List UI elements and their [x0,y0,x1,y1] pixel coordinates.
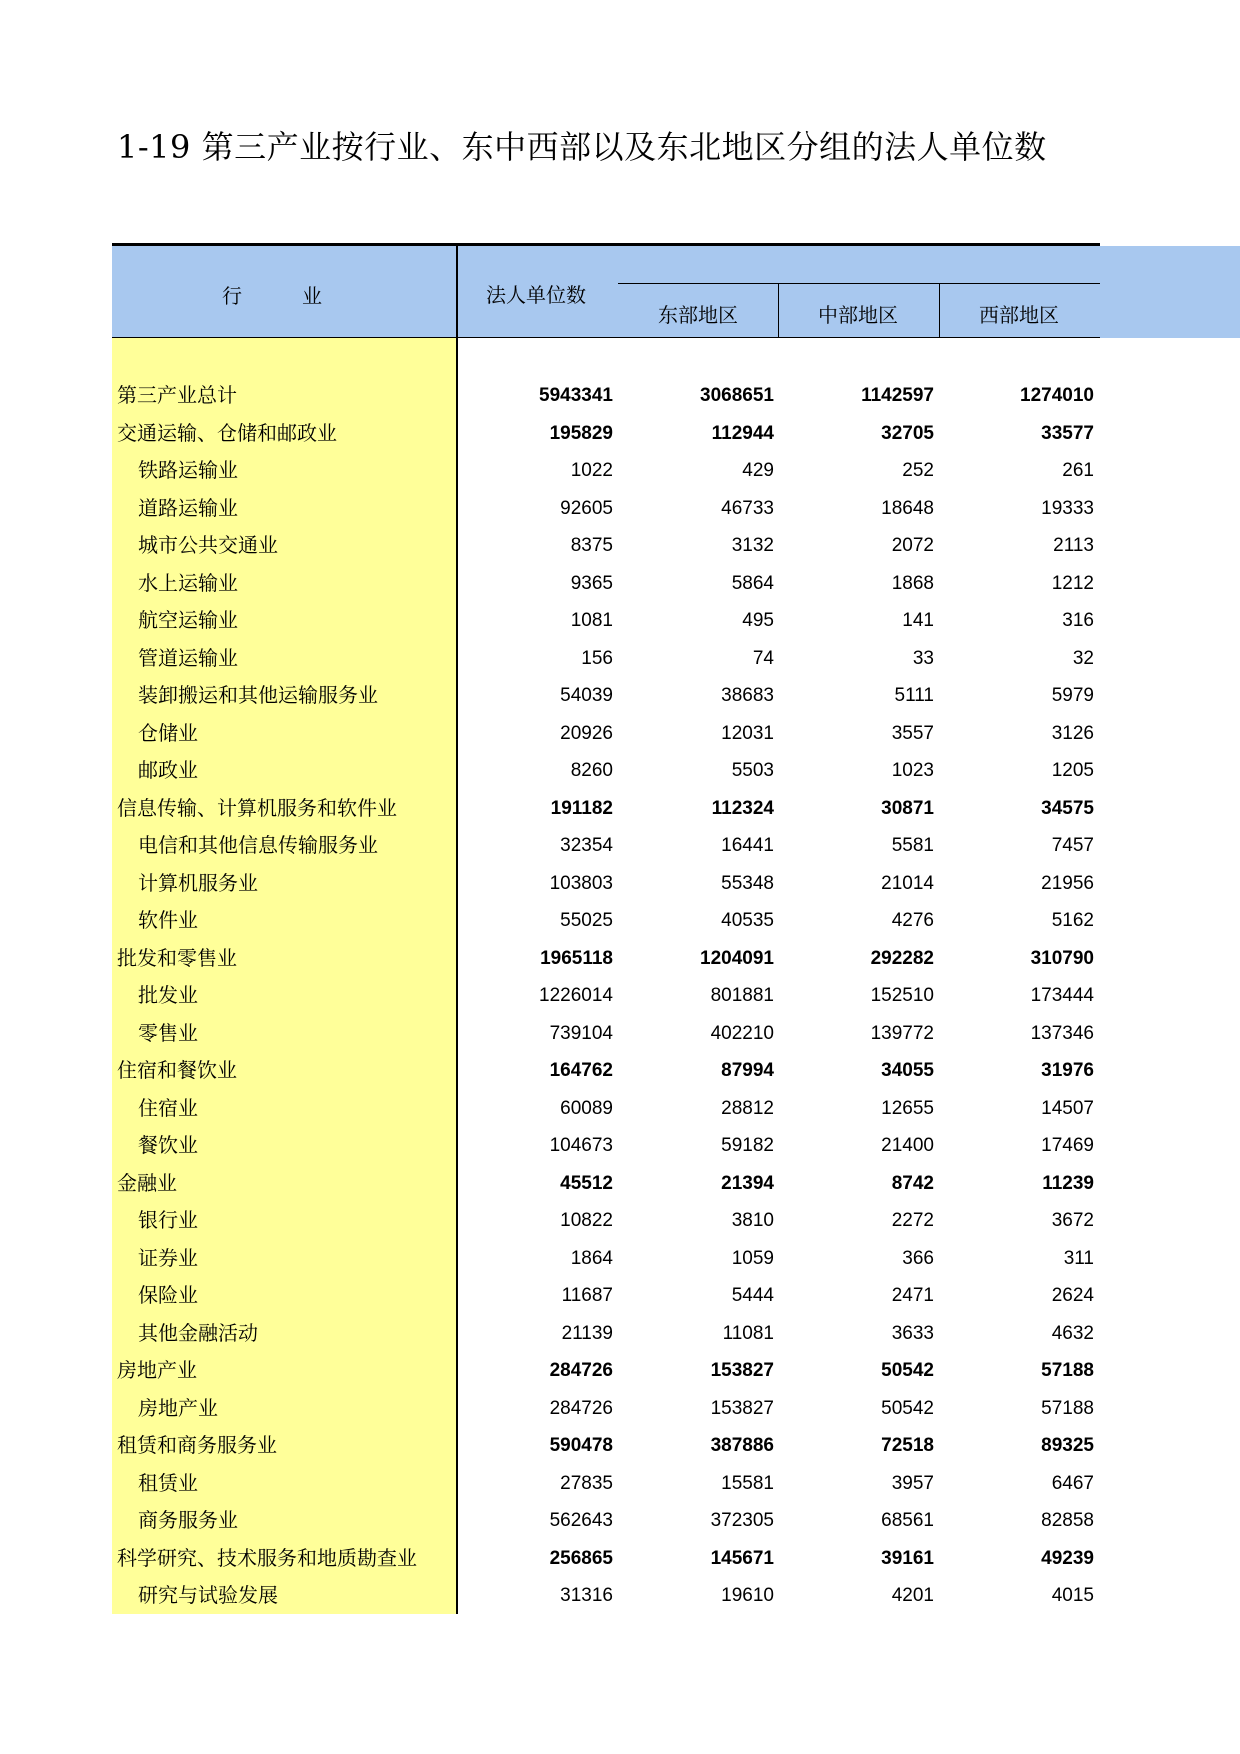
west-value: 17469 [1041,1135,1094,1156]
row-label: 银行业 [138,1208,198,1232]
row-label: 交通运输、仓储和邮政业 [117,420,337,445]
east-value: 16441 [721,835,774,856]
central-value: 21400 [881,1135,934,1156]
east-value: 3068651 [700,385,774,406]
row-label: 其他金融活动 [138,1320,258,1345]
central-value: 252 [902,460,934,481]
row-label: 电信和其他信息传输服务业 [138,833,378,857]
table-row [112,1315,1100,1353]
central-value: 18648 [881,497,934,519]
table-row-category [112,1352,1100,1390]
total-value: 9365 [570,572,613,594]
total-value: 1965118 [540,947,613,969]
region-subheader-rule [618,283,1100,284]
row-label: 房地产业 [138,1395,218,1420]
east-value: 74 [752,647,774,669]
table-row-category [112,940,1100,978]
row-label: 道路运输业 [138,495,238,520]
west-value: 34575 [1041,797,1094,819]
table-row [112,752,1100,790]
table-row-category [112,377,1100,415]
row-label: 商务服务业 [138,1508,238,1532]
west-value: 7457 [1051,835,1094,856]
row-label: 第三产业总计 [117,383,237,407]
west-value: 6467 [1051,1472,1094,1494]
west-value: 19333 [1041,497,1094,519]
east-value: 495 [742,610,774,631]
row-label: 租赁业 [138,1470,198,1495]
total-value: 31316 [560,1585,613,1606]
table-row [112,902,1100,940]
header-divider-east-central [778,283,779,338]
row-label: 软件业 [138,908,198,932]
table-row [112,1277,1100,1315]
west-value: 33577 [1041,422,1094,444]
total-value: 191182 [550,797,613,819]
east-value: 372305 [710,1510,774,1531]
table-row [112,865,1100,903]
total-value: 8375 [570,535,613,556]
west-value: 310790 [1030,947,1094,969]
total-value: 8260 [570,760,613,781]
total-value: 55025 [560,910,613,931]
table-top-rule [112,243,1100,246]
table-row [112,1502,1100,1540]
row-label: 批发业 [138,983,198,1007]
central-value: 2471 [891,1285,934,1306]
row-label: 计算机服务业 [138,870,258,895]
east-value: 87994 [721,1060,774,1081]
central-value: 1868 [891,572,934,594]
east-value: 387886 [710,1435,774,1456]
east-value: 55348 [721,872,774,894]
west-value: 173444 [1030,985,1094,1006]
row-label: 信息传输、计算机服务和软件业 [117,795,397,820]
east-value: 112324 [711,797,774,819]
central-value: 72518 [881,1435,934,1456]
east-value: 112944 [711,422,774,444]
total-value: 1226014 [539,985,613,1006]
west-value: 316 [1062,610,1094,631]
row-label: 住宿业 [138,1095,198,1120]
total-value: 21139 [561,1322,613,1344]
east-value: 1059 [731,1247,774,1269]
row-label: 仓储业 [138,720,198,745]
central-value: 4276 [891,910,934,931]
west-value: 3672 [1051,1210,1094,1231]
central-value: 3557 [891,722,934,744]
total-value: 27835 [560,1472,613,1494]
central-value: 33 [912,647,934,669]
east-value: 153827 [710,1360,774,1381]
central-value: 292282 [870,947,934,969]
total-value: 256865 [549,1547,613,1569]
header-divider-central-west [939,283,940,338]
table-row [112,715,1100,753]
east-value: 59182 [721,1135,774,1156]
central-value: 32705 [881,422,934,444]
header-industry: 行 业 [222,284,322,308]
central-value: 12655 [881,1097,934,1119]
east-value: 19610 [721,1585,774,1606]
east-value: 28812 [721,1097,774,1119]
east-value: 5503 [731,760,774,781]
table-row-category [112,1427,1100,1465]
table-row-category [112,1052,1100,1090]
central-value: 5581 [891,835,934,856]
table-row-category [112,790,1100,828]
central-value: 5111 [894,685,934,706]
header-west: 西部地区 [979,303,1059,327]
east-value: 3810 [731,1210,774,1231]
total-value: 5943341 [539,385,613,406]
row-label: 金融业 [117,1170,177,1195]
total-value: 92605 [560,497,613,519]
west-value: 57188 [1041,1397,1094,1419]
east-value: 5444 [731,1285,774,1306]
page-title: 1-19 第三产业按行业、东中西部以及东北地区分组的法人单位数 [117,128,1047,166]
east-value: 801881 [710,985,774,1006]
row-label: 装卸搬运和其他运输服务业 [138,683,378,707]
row-label: 铁路运输业 [138,458,238,482]
total-value: 103803 [549,872,613,894]
total-value: 739104 [549,1022,613,1044]
west-value: 311 [1063,1247,1094,1269]
total-value: 284726 [549,1360,613,1381]
total-value: 45512 [560,1172,613,1194]
row-label: 租赁和商务服务业 [117,1433,277,1457]
central-value: 39161 [881,1547,934,1569]
central-value: 21014 [881,872,934,894]
table-row [112,490,1100,528]
total-value: 195829 [549,422,613,444]
east-value: 38683 [721,685,774,706]
total-value: 562643 [549,1510,613,1531]
west-value: 5979 [1051,685,1094,706]
total-value: 54039 [560,685,613,706]
table-row [112,602,1100,640]
west-value: 1205 [1051,760,1094,781]
central-value: 3957 [891,1472,934,1494]
table-row [112,1465,1100,1503]
row-label: 邮政业 [138,758,198,782]
east-value: 145671 [710,1547,774,1569]
central-value: 152510 [870,985,934,1006]
west-value: 89325 [1041,1435,1094,1456]
central-value: 50542 [881,1360,934,1381]
table-row-category [112,1165,1100,1203]
east-value: 21394 [721,1172,774,1194]
central-value: 1142597 [861,385,934,406]
east-value: 1204091 [700,947,774,969]
data-table-body [112,377,1100,1615]
west-value: 21956 [1041,872,1094,894]
central-value: 8742 [891,1172,934,1194]
west-value: 261 [1062,460,1094,481]
table-row-category [112,415,1100,453]
total-value: 284726 [549,1397,613,1419]
west-value: 3126 [1051,722,1094,744]
table-row [112,1577,1100,1615]
central-value: 2272 [891,1210,934,1231]
table-row [112,1015,1100,1053]
total-value: 1081 [570,610,613,631]
row-label: 航空运输业 [138,608,238,632]
west-value: 11239 [1042,1172,1094,1194]
east-value: 46733 [721,497,774,519]
table-row [112,677,1100,715]
total-value: 1864 [570,1247,613,1269]
total-value: 32354 [560,835,613,856]
row-label: 批发和零售业 [117,945,237,970]
east-value: 12031 [721,722,774,744]
total-value: 10822 [560,1210,613,1231]
east-value: 40535 [721,910,774,931]
central-value: 141 [902,610,934,631]
table-row-category [112,1540,1100,1578]
total-value: 104673 [549,1135,613,1156]
east-value: 153827 [710,1397,774,1419]
west-value: 14507 [1041,1097,1094,1119]
east-value: 5864 [731,572,774,594]
central-value: 3633 [891,1322,934,1344]
row-label: 水上运输业 [138,570,238,595]
header-central: 中部地区 [818,303,898,327]
west-value: 5162 [1051,910,1094,931]
west-value: 49239 [1041,1547,1094,1569]
total-value: 11687 [561,1285,613,1306]
table-row [112,1390,1100,1428]
row-label: 研究与试验发展 [138,1583,278,1607]
west-value: 82858 [1041,1510,1094,1531]
central-value: 68561 [881,1510,934,1531]
table-row [112,827,1100,865]
central-value: 1023 [891,760,934,781]
row-label: 证券业 [138,1245,198,1270]
row-label: 城市公共交通业 [138,533,278,557]
row-label: 房地产业 [117,1358,197,1382]
table-row [112,565,1100,603]
central-value: 50542 [881,1397,934,1419]
total-value: 60089 [560,1097,613,1119]
total-value: 1022 [570,460,613,481]
east-value: 429 [742,460,774,481]
row-label: 科学研究、技术服务和地质勘查业 [117,1545,417,1570]
row-label: 保险业 [138,1283,198,1307]
header-total: 法人单位数 [486,283,586,307]
table-row [112,1240,1100,1278]
row-label: 住宿和餐饮业 [117,1058,237,1082]
central-value: 34055 [881,1060,934,1081]
row-label: 餐饮业 [138,1133,198,1157]
central-value: 30871 [881,797,934,819]
table-row [112,1090,1100,1128]
table-row [112,1202,1100,1240]
row-label: 零售业 [138,1020,198,1045]
west-value: 137346 [1030,1022,1094,1044]
central-value: 2072 [891,535,934,556]
west-value: 1274010 [1020,385,1094,406]
table-row [112,527,1100,565]
table-row [112,1127,1100,1165]
header-east: 东部地区 [658,303,738,327]
west-value: 4632 [1051,1322,1094,1344]
table-row [112,640,1100,678]
central-value: 4201 [891,1585,934,1606]
central-value: 139772 [870,1022,934,1044]
west-value: 4015 [1051,1585,1094,1606]
total-value: 164762 [549,1060,613,1081]
total-value: 156 [581,647,613,669]
east-value: 402210 [710,1022,774,1044]
west-value: 1212 [1051,572,1094,594]
table-row [112,452,1100,490]
central-value: 366 [902,1247,934,1269]
west-value: 2113 [1053,535,1094,556]
total-value: 20926 [560,722,613,744]
east-value: 3132 [731,535,774,556]
west-value: 32 [1072,647,1094,669]
east-value: 11081 [722,1322,774,1344]
west-value: 57188 [1041,1360,1094,1381]
total-value: 590478 [549,1435,613,1456]
west-value: 2624 [1051,1285,1094,1306]
table-row [112,977,1100,1015]
row-label: 管道运输业 [138,645,238,670]
east-value: 15581 [721,1472,774,1494]
west-value: 31976 [1041,1060,1094,1081]
